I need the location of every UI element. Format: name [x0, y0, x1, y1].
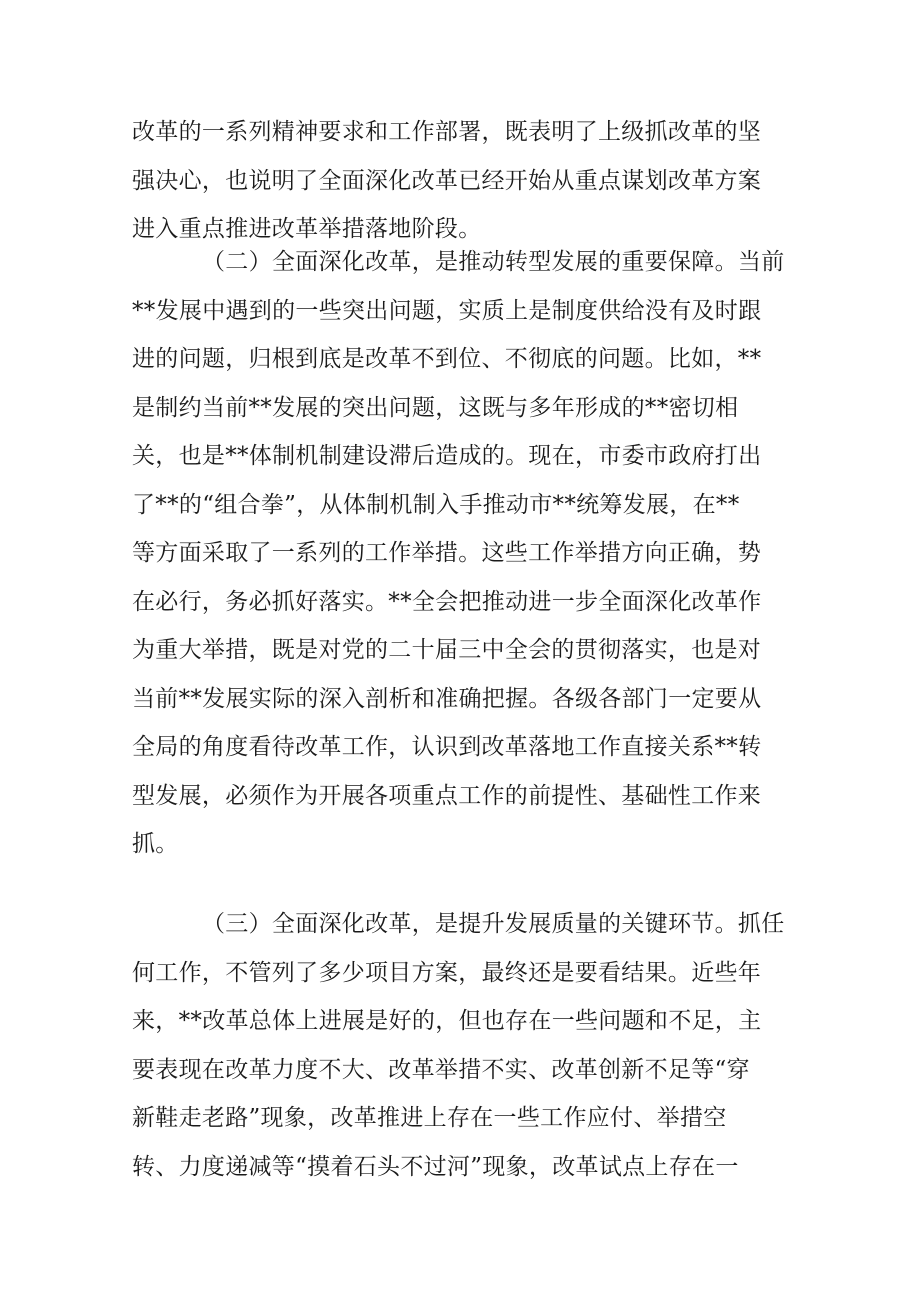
text-line: 进的问题，归根到底是改革不到位、不彻底的问题。比如，** [132, 346, 762, 372]
text-line: 来，**改革总体上进展是好的，但也存在一些问题和不足，主 [132, 1008, 762, 1034]
text-line: 要表现在改革力度不大、改革举措不实、改革创新不足等“穿 [132, 1056, 750, 1083]
paragraph-3 [132, 900, 785, 1191]
text-line: （三）全面深化改革，是提升发展质量的关键环节。抓任 [202, 911, 785, 937]
text-line: 当前**发展实际的深入剖析和准确把握。各级各部门一定要从 [132, 685, 762, 712]
paragraph-2 [132, 238, 785, 869]
text-line: 为重大举措，既是对党的二十届三中全会的贯彻落实，也是对 [132, 637, 762, 663]
text-line: 何工作，不管列了多少项目方案，最终还是要看结果。近些年 [132, 959, 762, 986]
text-line: 改革的一系列精神要求和工作部署，既表明了上级抓改革的坚 [132, 119, 762, 145]
text-line: 是制约当前**发展的突出问题，这既与多年形成的**密切相 [132, 394, 739, 421]
text-line: 全局的角度看待改革工作，认识到改革落地工作直接关系**转 [132, 734, 762, 760]
text-line: 转、力度递减等“摸着石头不过河”现象，改革试点上存在一 [132, 1153, 739, 1180]
text-line: 了**的“组合拳”，从体制机制入手推动市**统筹发展，在** [132, 491, 740, 518]
text-line: **发展中遇到的一些突出问题，实质上是制度供给没有及时跟 [132, 297, 762, 324]
text-line: 在必行，务必抓好落实。**全会把推动进一步全面深化改革作 [132, 588, 762, 615]
text-line: 强决心，也说明了全面深化改革已经开始从重点谋划改革方案 [132, 167, 762, 194]
text-line: 进入重点推进改革举措落地阶段。 [132, 216, 482, 242]
text-line: 等方面采取了一系列的工作举措。这些工作举措方向正确，势 [132, 540, 762, 566]
text-line: 关，也是**体制机制建设滞后造成的。现在，市委市政府打出 [132, 443, 762, 469]
text-line: 型发展，必须作为开展各项重点工作的前提性、基础性工作来 [132, 782, 762, 809]
text-line: （二）全面深化改革，是推动转型发展的重要保障。当前 [202, 249, 785, 275]
text-line: 抓。 [132, 831, 179, 857]
paragraph-1 [132, 108, 772, 254]
text-line: 新鞋走老路”现象，改革推进上存在一些工作应付、举措空 [132, 1105, 727, 1131]
